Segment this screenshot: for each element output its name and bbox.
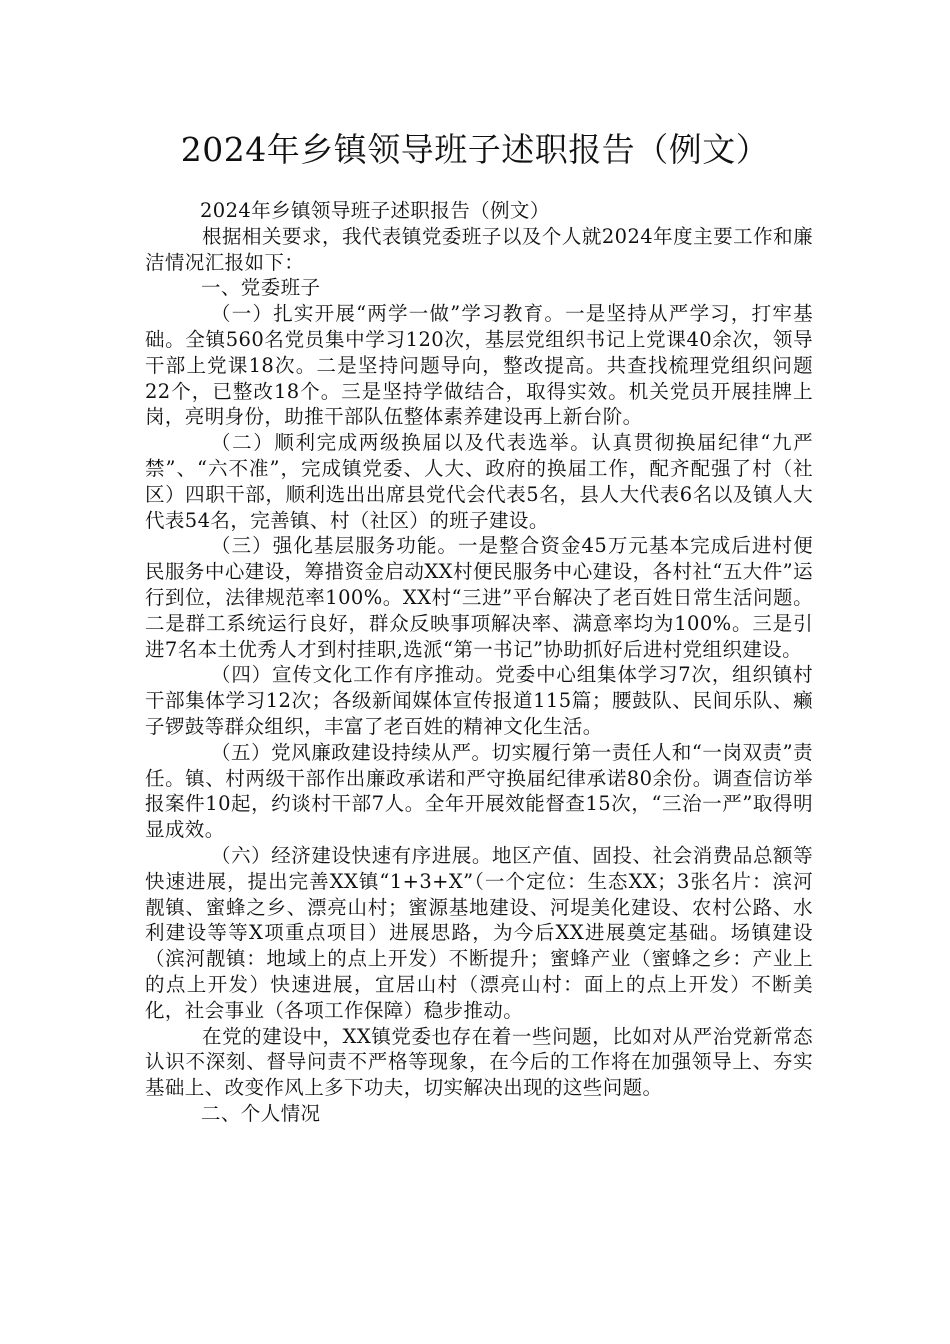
paragraph-item-4: （四）宣传文化工作有序推动。党委中心组集体学习7次，组织镇村干部集体学习12次；各级新闻媒体宣传报道115篇；腰鼓队、民间乐队、癞子锣鼓等群众组织，丰富了老百姓的精神文化生活。 <box>145 663 813 738</box>
section-heading-personal: 二、个人情况 <box>201 1101 321 1125</box>
paragraph-item-6: （六）经济建设快速有序进展。地区产值、固投、社会消费品总额等快速进展，提出完善XX镇“1+3+X”（一个定位：生态XX；3张名片：滨河靓镇、蜜蜂之乡、漂亮山村；蜜源基地建设、河堤美化建设、农村公路、水利建设等等X项重点项目）进展思路，为今后XX进展奠定基础。场镇建设（滨河靓镇：地域上的点上开发）不断提升；蜜蜂产业（蜜蜂之乡：产业上的点上开发）快速进展，宜居山村（漂亮山村：面上的点上开发）不断美化，社会事业（各项工作保障）稳步推动。 <box>145 843 813 1022</box>
document-body <box>145 198 813 1127</box>
paragraph-item-3: （三）强化基层服务功能。一是整合资金45万元基本完成后进村便民服务中心建设，筹措资金启动XX村便民服务中心建设，各村社“五大件”运行到位，法律规范率100%。XX村“三进”平台解决了老百姓日常生活问题。二是群工系统运行良好，群众反映事项解决率、满意率均为100%。三是引进7名本土优秀人才到村挂职,选派“第一书记”协助抓好后进村党组织建设。 <box>145 534 813 661</box>
paragraph-item-1: （一）扎实开展“两学一做”学习教育。一是坚持从严学习，打牢基础。全镇560名党员集中学习120次，基层党组织书记上党课40余次，领导干部上党课18次。二是坚持问题导向，整改提高。共查找梳理党组织问题22个，已整改18个。三是坚持学做结合，取得实效。机关党员开展挂牌上岗，亮明身份，助推干部队伍整体素养建设再上新台阶。 <box>145 302 813 429</box>
closing-paragraph: 在党的建设中，XX镇党委也存在着一些问题，比如对从严治党新常态认识不深刻、督导问责不严格等现象，在今后的工作将在加强领导上、夯实基础上、改变作风上多下功夫，切实解决出现的这些问题。 <box>145 1024 813 1100</box>
paragraph-item-2: （二）顺利完成两级换届以及代表选举。认真贯彻换届纪律“九严禁”、“六不准”，完成镇党委、人大、政府的换届工作，配齐配强了村（社区）四职干部，顺利选出出席县党代会代表5名，县人大代表6名以及镇人大代表54名，完善镇、村（社区）的班子建设。 <box>145 431 813 532</box>
document-title: 2024年乡镇领导班子述职报告（例文） <box>180 130 770 169</box>
intro-paragraph: 根据相关要求，我代表镇党委班子以及个人就2024年度主要工作和廉洁情况汇报如下： <box>145 224 813 274</box>
document-subtitle: 2024年乡镇领导班子述职报告（例文） <box>200 199 550 222</box>
section-heading-party-committee: 一、党委班子 <box>201 276 321 300</box>
paragraph-item-5: （五）党风廉政建设持续从严。切实履行第一责任人和“一岗双责”责任。镇、村两级干部作出廉政承诺和严守换届纪律承诺80余份。调查信访举报案件10起，约谈村干部7人。全年开展效能督查15次，“三治一严”取得明显成效。 <box>145 740 813 842</box>
